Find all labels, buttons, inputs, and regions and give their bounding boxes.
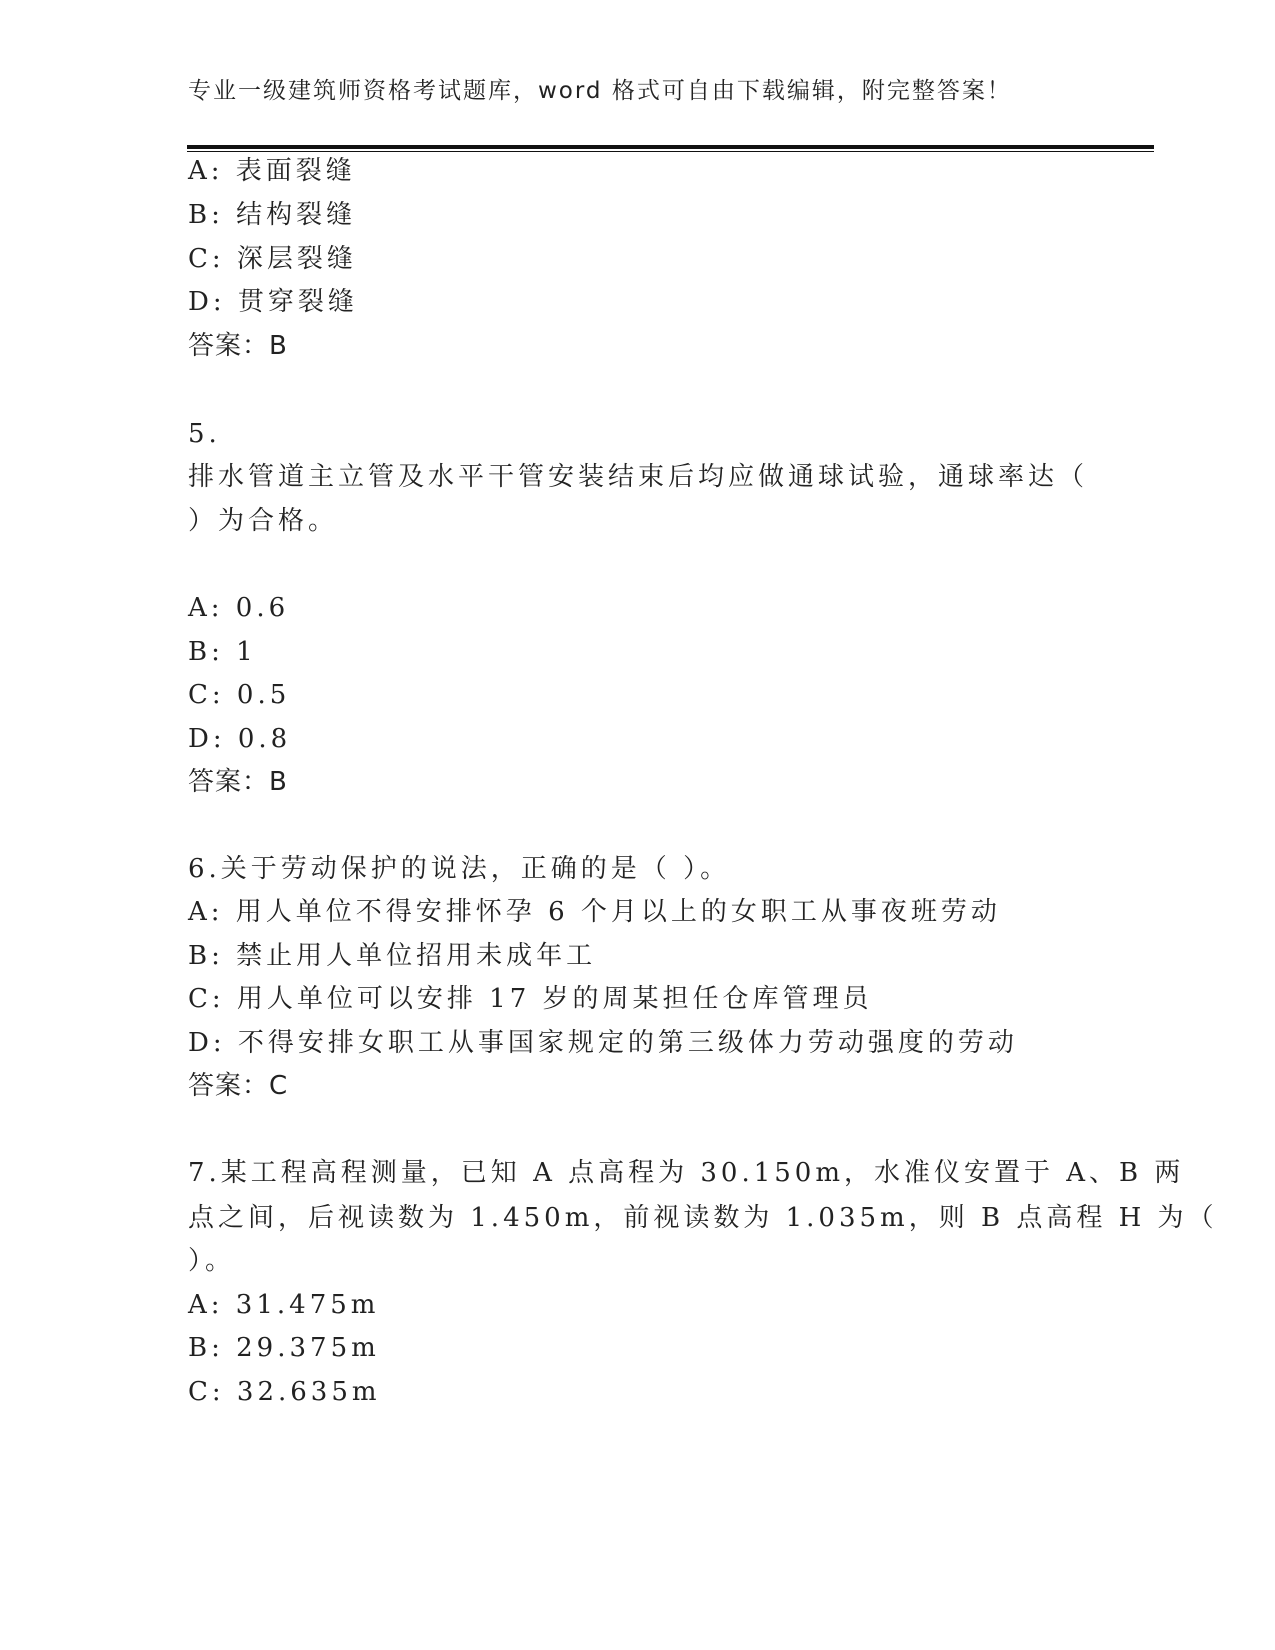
q5-option-b: B: 1: [188, 637, 257, 667]
q7-stem-line3: ）。: [188, 1246, 236, 1276]
q4-option-d: D: 贯穿裂缝: [188, 287, 358, 317]
q5-option-a: A: 0.6: [188, 593, 290, 623]
q7-option-c: C: 32.635m: [188, 1377, 381, 1407]
q6-option-c: C: 用人单位可以安排 17 岁的周某担任仓库管理员: [188, 984, 873, 1014]
q6-answer: 答案：C: [188, 1071, 289, 1101]
header-rule-thick: [187, 145, 1154, 149]
q4-answer: 答案：B: [188, 331, 288, 361]
q7-option-b: B: 29.375m: [188, 1333, 380, 1363]
q5-stem-line2: ）为合格。: [188, 506, 339, 536]
q7-option-a: A: 31.475m: [188, 1290, 380, 1320]
q6-stem: 6.关于劳动保护的说法，正确的是（ ）。: [188, 854, 731, 884]
q4-option-b: B: 结构裂缝: [188, 200, 357, 230]
q5-answer: 答案：B: [188, 767, 288, 797]
q5-stem-line1: 排水管道主立管及水平干管安装结束后均应做通球试验，通球率达（: [188, 462, 1089, 492]
q5-option-c: C: 0.5: [188, 680, 291, 710]
q4-option-a: A: 表面裂缝: [188, 156, 356, 186]
q7-stem-line2: 点之间，后视读数为 1.450m，前视读数为 1.035m，则 B 点高程 H 为（: [188, 1203, 1218, 1233]
q7-stem-line1: 7.某工程高程测量，已知 A 点高程为 30.150m，水准仪安置于 A、B 两: [188, 1158, 1185, 1188]
page-header: 专业一级建筑师资格考试题库，word 格式可自由下载编辑，附完整答案！: [188, 78, 1012, 104]
q6-option-d: D: 不得安排女职工从事国家规定的第三级体力劳动强度的劳动: [188, 1028, 1018, 1058]
q4-option-c: C: 深层裂缝: [188, 244, 357, 274]
q6-option-b: B: 禁止用人单位招用未成年工: [188, 941, 597, 971]
q6-option-a: A: 用人单位不得安排怀孕 6 个月以上的女职工从事夜班劳动: [188, 897, 1001, 927]
q5-number: 5.: [188, 419, 221, 449]
header-rule-thin: [187, 151, 1154, 152]
q5-option-d: D: 0.8: [188, 724, 292, 754]
